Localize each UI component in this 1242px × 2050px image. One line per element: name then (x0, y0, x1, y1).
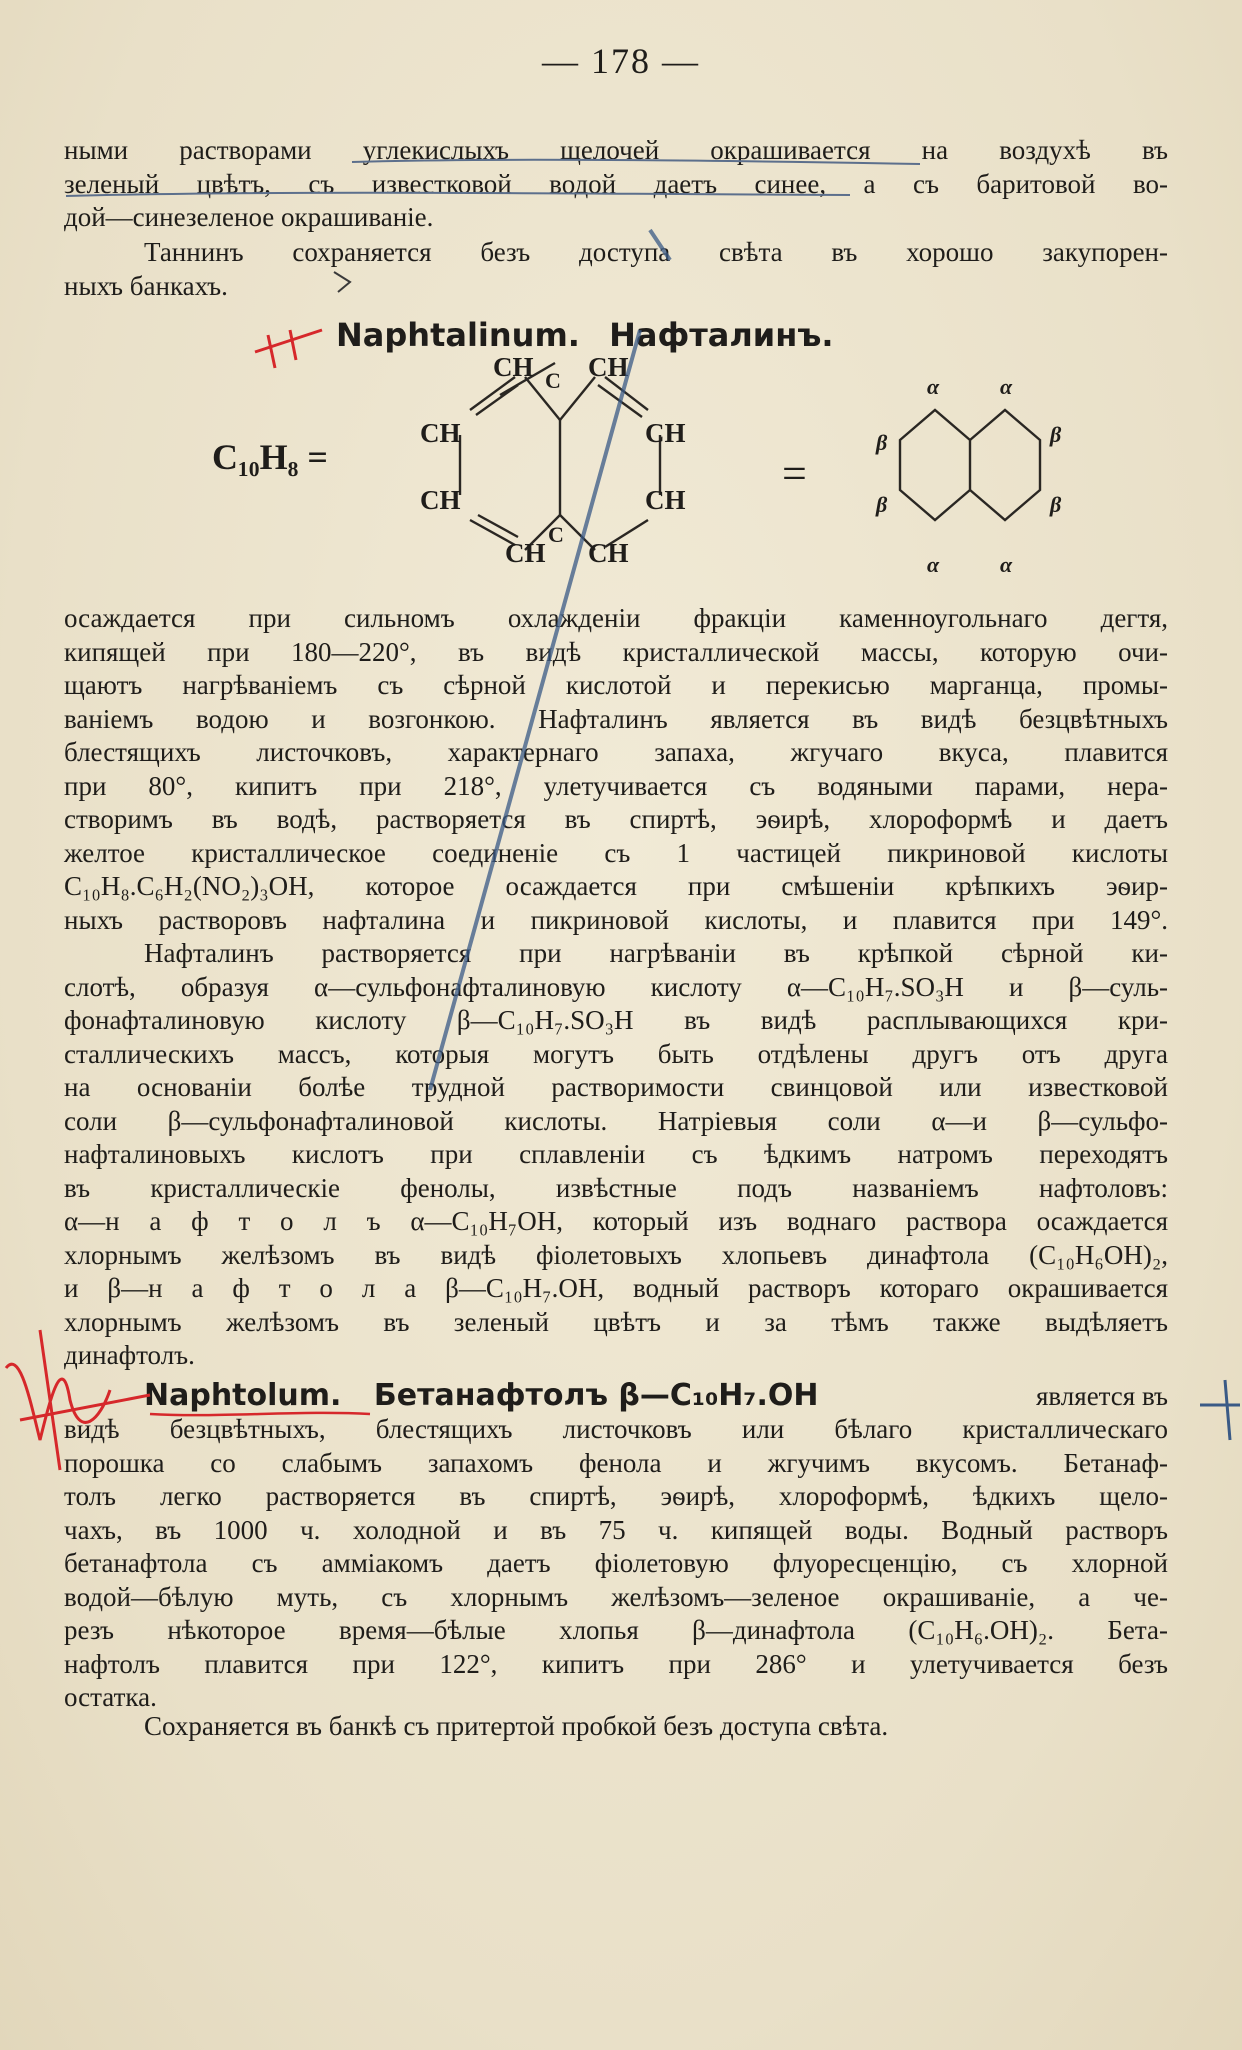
naphtolum-lead-text: является въ (1035, 1381, 1168, 1411)
text-line: резъ нѣкоторое время—бѣлые хлопья β—динафтола (C₁₀H₆.OH)₂. Бета- (64, 1615, 1168, 1645)
text-line: дой—синезеленое окрашиваніе. (64, 202, 434, 232)
text-line: видѣ безцвѣтныхъ, блестящихъ листочковъ или бѣлаго кристаллическаго (64, 1414, 1168, 1444)
ch-label: CH (588, 538, 629, 568)
ch-label: CH (493, 352, 534, 382)
heading-latin: Naphtalinum. (336, 316, 580, 354)
blue-diagonal-stroke (430, 230, 670, 1090)
beta-label: β (1050, 492, 1062, 517)
text-line: зеленый цвѣтъ, съ известковой водой даетъ синее, а съ баритовой во- (64, 168, 1168, 199)
text-line: нафтолъ плавится при 122°, кипитъ при 286° и улетучивается безъ (64, 1648, 1168, 1679)
ch-label: CH (645, 418, 686, 448)
text-line: ваніемъ водою и возгонкою. Нафталинъ является въ видѣ безцвѣтныхъ (64, 703, 1168, 734)
text-line: остатка. (64, 1682, 157, 1712)
red-underline (150, 1413, 370, 1415)
text-line: ныхъ банкахъ. (64, 270, 228, 301)
text-line: Таннинъ сохраняется безъ доступа свѣта въ хорошо закупорен- (144, 237, 1168, 267)
ch-label: CH (505, 538, 546, 568)
equals-sign: = (782, 449, 807, 498)
red-cross-mark (255, 330, 322, 368)
text-line: бетанафтола съ амміакомъ даетъ фіолетовую флуоресценцію, съ хлорной (64, 1548, 1168, 1578)
text-line: осаждается при сильномъ охлажденіи фракціи каменноугольнаго дегтя, (64, 603, 1168, 633)
text-line: соли β—сульфонафталиновой кислоты. Натріевыя соли α—и β—сульфо- (64, 1105, 1168, 1136)
heading-latin: Naphtolum. (144, 1378, 342, 1413)
text-line: сталлическихъ массъ, которыя могутъ быть отдѣлены другъ отъ друга (64, 1038, 1168, 1069)
text-line: ными растворами углекислыхъ щелочей окрашивается на воздухѣ въ (64, 135, 1168, 165)
beta-label: β (876, 492, 888, 517)
blue-underline (352, 160, 920, 164)
beta-label: β (876, 430, 888, 455)
text-line: при 80°, кипитъ при 218°, улетучивается съ водяными парами, нера- (64, 770, 1168, 801)
text-line: кипящей при 180—220°, въ видѣ кристаллической массы, которую очи- (64, 636, 1168, 667)
text-line: блестящихъ листочковъ, характернаго запаха, жгучаго вкуса, плавится (64, 737, 1168, 767)
ch-label: CH (588, 352, 629, 382)
alpha-label: α (927, 374, 940, 399)
text-line: нафталиновыхъ кислотъ при сплавленіи съ ѣдкимъ натромъ переходятъ (64, 1139, 1168, 1169)
text-line: водой—бѣлую муть, съ хлорнымъ желѣзомъ—зеленое окрашиваніе, а че- (64, 1581, 1168, 1612)
blue-underline (66, 193, 850, 196)
red-scribble (6, 1330, 150, 1470)
text-line: чахъ, въ 1000 ч. холодной и въ 75 ч. кипящей воды. Водный растворъ (64, 1514, 1168, 1545)
c-label: C (548, 522, 564, 547)
alpha-label: α (927, 552, 940, 577)
page-number: — 178 — (542, 41, 700, 81)
alpha-label: α (1000, 374, 1013, 399)
ch-label: CH (420, 418, 461, 448)
text-line: и β—н а ф т о л а β—C₁₀H₇.OH, водный растворъ котораго окрашивается (64, 1273, 1168, 1303)
text-line: фонафталиновую кислоту β—C₁₀H₇.SO₃H въ видѣ расплывающихся кри- (64, 1005, 1168, 1035)
check-mark (334, 272, 350, 292)
text-line: Нафталинъ растворяется при нагрѣваніи въ крѣпкой сѣрной ки- (144, 938, 1168, 968)
text-line: хлорнымъ желѣзомъ въ видѣ фіолетовыхъ хлопьевъ динафтола (C₁₀H₆OH)₂, (64, 1239, 1168, 1270)
text-line: динафтолъ. (64, 1340, 195, 1370)
text-line: щаютъ нагрѣваніемъ съ сѣрной кислотой и перекисью марганца, промы- (64, 670, 1168, 700)
text-line: ныхъ растворовъ нафталина и пикриновой кислоты, и плавится при 149°. (64, 904, 1168, 935)
text-line: хлорнымъ желѣзомъ въ зеленый цвѣтъ и за тѣмъ также выдѣляетъ (64, 1306, 1168, 1337)
text-line: въ кристаллическіе фенолы, извѣстные подъ названіемъ нафтоловъ: (64, 1172, 1168, 1203)
text-line: толъ легко растворяется въ спиртѣ, эѳирѣ, хлороформѣ, ѣдкихъ щело- (64, 1481, 1168, 1511)
text-line: на основаніи болѣе трудной растворимости свинцовой или известковой (64, 1072, 1168, 1102)
beta-label: β (1050, 422, 1062, 447)
ch-label: CH (645, 485, 686, 515)
text-line: порошка со слабымъ запахомъ фенола и жгучимъ вкусомъ. Бетанаф- (64, 1447, 1168, 1478)
formula-lhs: C₁₀H₈ = (212, 437, 328, 477)
text-line: створимъ въ водѣ, растворяется въ спиртѣ, эѳирѣ, хлороформѣ и даетъ (64, 804, 1168, 834)
blue-margin-mark (1200, 1380, 1240, 1440)
ch-label: CH (420, 485, 461, 515)
text-line: C₁₀H₈.C₆H₂(NO₂)₃OH, которое осаждается при смѣшеніи крѣпкихъ эѳир- (64, 871, 1168, 901)
text-line: Сохраняется въ банкѣ съ притертой пробкой безъ доступа свѣта. (144, 1711, 889, 1741)
heading-russian: Бетанафтолъ β—C₁₀H₇.OH (373, 1378, 819, 1413)
heading-russian: Нафталинъ. (609, 316, 834, 354)
text-line: желтое кристаллическое соединеніе съ 1 частицей пикриновой кислоты (64, 837, 1168, 868)
c-label: C (545, 368, 561, 393)
text-line: α—н а ф т о л ъ α—C₁₀H₇OH, который изъ воднаго раствора осаждается (64, 1206, 1168, 1236)
text-line: слотѣ, образуя α—сульфонафталиновую кислоту α—C₁₀H₇.SO₃H и β—суль- (64, 971, 1168, 1002)
alpha-label: α (1000, 552, 1013, 577)
